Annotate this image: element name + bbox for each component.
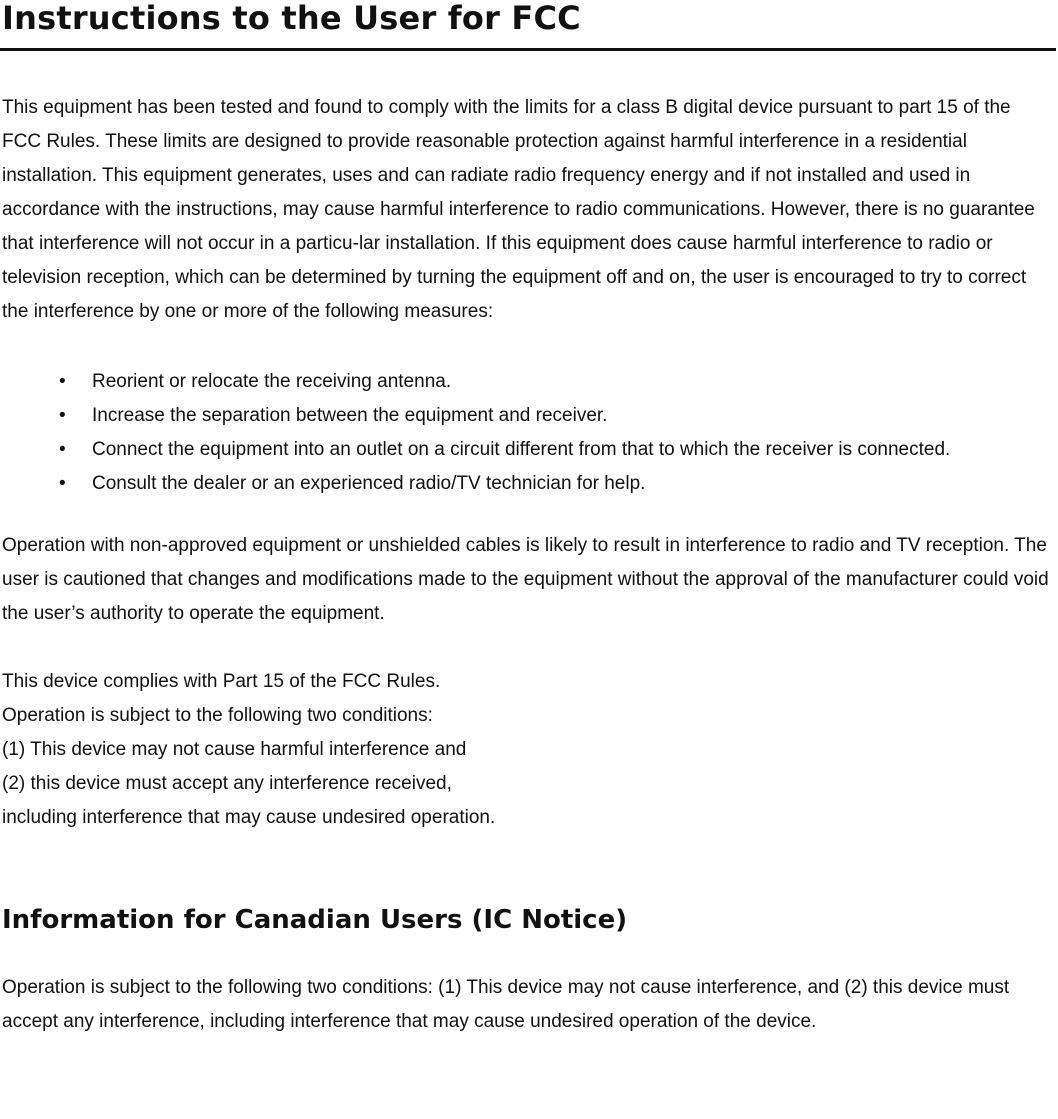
measure-text: Increase the separation between the equipment and receiver. bbox=[92, 405, 608, 426]
fcc-paragraph-caution: Operation with non-approved equipment or unshielded cables is likely to result in interference to radio and TV reception. The user is cautioned that changes and modifications made to the equipment without the approval of the manufacturer could void the user’s authority to operate the equipment. bbox=[2, 535, 1049, 624]
bullet-icon: • bbox=[59, 405, 66, 426]
fcc-title: Instructions to the User for FCC bbox=[2, 0, 581, 37]
ic-paragraph: Operation is subject to the following two conditions: (1) This device may not cause interference, and (2) this device must accept any interference, including interference that may cause undesired operation of the device. bbox=[2, 977, 1010, 1032]
compliance-line: Operation is subject to the following two conditions: bbox=[2, 705, 433, 726]
bullet-icon: • bbox=[59, 439, 66, 460]
measure-text: Consult the dealer or an experienced radio/TV technician for help. bbox=[92, 473, 646, 494]
measure-text: Connect the equipment into an outlet on a circuit different from that to which the receiver is connected. bbox=[92, 439, 951, 460]
compliance-statement bbox=[2, 665, 1054, 835]
title-divider bbox=[0, 48, 1056, 51]
fcc-paragraph-intro: This equipment has been tested and found to comply with the limits for a class B digital device pursuant to part 15 of the FCC Rules. These limits are designed to provide reasonable protection against harmful interference in a residential installation. This equipment generates, uses and can radiate radio frequency energy and if not installed and used in accordance with the instructions, may cause harmful interference to radio communications. However, there is no guarantee that interference will not occur in a particu-lar installation. If this equipment does cause harmful interference to radio or television reception, which can be determined by turning the equipment off and on, the user is encouraged to try to correct the interference by one or more of the following measures: bbox=[2, 97, 1035, 322]
list-item bbox=[2, 399, 1054, 433]
list-item bbox=[2, 467, 1054, 501]
list-item bbox=[2, 433, 1054, 467]
compliance-line: including interference that may cause undesired operation. bbox=[2, 807, 496, 828]
measures-list bbox=[2, 365, 1054, 501]
compliance-line: (2) this device must accept any interference received, bbox=[2, 773, 452, 794]
compliance-line: (1) This device may not cause harmful interference and bbox=[2, 739, 467, 760]
list-item bbox=[2, 365, 1054, 399]
compliance-line: This device complies with Part 15 of the FCC Rules. bbox=[2, 671, 441, 692]
bullet-icon: • bbox=[59, 371, 66, 392]
bullet-icon: • bbox=[59, 473, 66, 494]
measure-text: Reorient or relocate the receiving antenna. bbox=[92, 371, 452, 392]
ic-title: Information for Canadian Users (IC Notice) bbox=[2, 905, 628, 935]
